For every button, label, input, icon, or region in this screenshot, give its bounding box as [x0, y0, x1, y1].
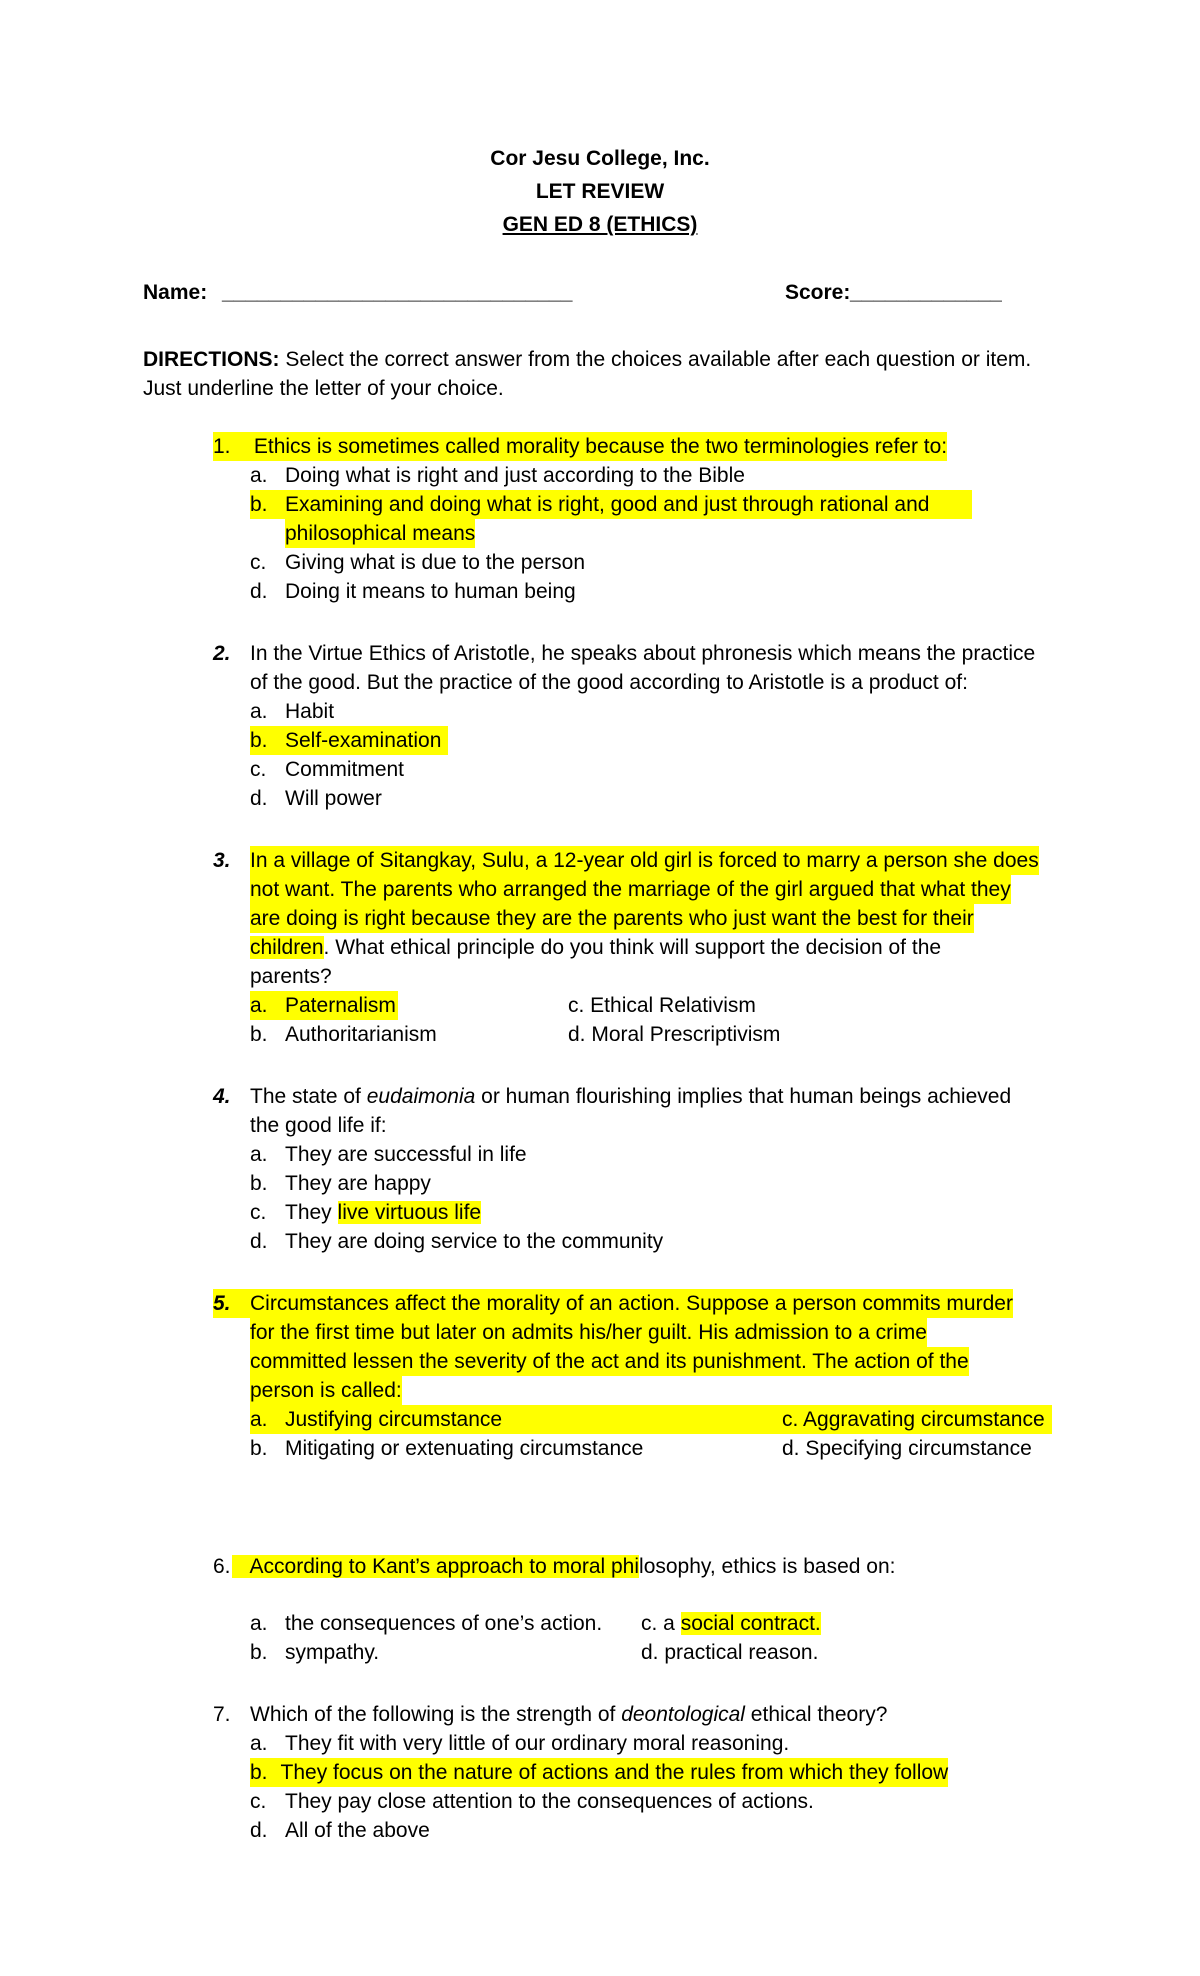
q1-choice-a: Doing what is right and just according to the Bible: [285, 464, 745, 487]
q6-choice-d: d. practical reason.: [641, 1641, 819, 1664]
q3-choice-c: c. Ethical Relativism: [568, 994, 756, 1017]
question-1: 1. Ethics is sometimes called morality because the two terminologies refer to:: [213, 432, 947, 461]
q1-choice-b-line-2: philosophical means: [285, 519, 475, 548]
q1-choice-b-line-1: b. Examining and doing what is right, good and just through rational and: [250, 490, 972, 519]
q7-number: 7.: [213, 1703, 231, 1726]
score-label: Score:: [785, 281, 851, 304]
q2-letter-d: d.: [250, 787, 268, 810]
q2-number: 2.: [213, 642, 231, 665]
q6-choice-a: the consequences of one’s action.: [285, 1612, 603, 1635]
q4-line-2: the good life if:: [250, 1114, 387, 1137]
q3-line-5: parents?: [250, 965, 332, 988]
q3-letter-b: b.: [250, 1023, 268, 1046]
q4-number: 4.: [213, 1085, 231, 1108]
q4-letter-b: b.: [250, 1172, 268, 1195]
q6-choice-b: sympathy.: [285, 1641, 380, 1664]
score-line: _____________: [850, 281, 1002, 304]
q7-choice-a: They fit with very little of our ordinary moral reasoning.: [285, 1732, 790, 1755]
q2-letter-a: a.: [250, 700, 268, 723]
subject-title: GEN ED 8 (ETHICS): [502, 213, 698, 236]
q5-line-1: Circumstances affect the morality of an action. Suppose a person commits murder: [250, 1289, 1013, 1318]
q4-choice-d: They are doing service to the community: [285, 1230, 664, 1253]
q2-choice-d: Will power: [285, 787, 382, 810]
q5-line-4: person is called:: [250, 1376, 402, 1405]
q7-choice-c: They pay close attention to the consequences of actions.: [285, 1790, 814, 1813]
q5-choice-a-and-c: a. Justifying circumstance c. Aggravating circumstance: [250, 1405, 1052, 1434]
institution-title: Cor Jesu College, Inc.: [490, 147, 710, 170]
q2-line-2: of the good. But the practice of the good according to Aristotle is a product of:: [250, 671, 968, 694]
q3-choice-d: d. Moral Prescriptivism: [568, 1023, 781, 1046]
q3-choice-a: a. Paternalism: [250, 991, 398, 1020]
q4-choice-a: They are successful in life: [285, 1143, 527, 1166]
q3-line-2: not want. The parents who arranged the marriage of the girl argued that what they: [250, 875, 1011, 904]
name-label: Name:: [143, 281, 208, 304]
q7-letter-d: d.: [250, 1819, 268, 1842]
q3-line-4: children. What ethical principle do you think will support the decision of the: [250, 936, 942, 959]
q2-line-1: In the Virtue Ethics of Aristotle, he speaks about phronesis which means the practice: [250, 642, 1036, 665]
q6-choice-c: c. a social contract.: [641, 1612, 821, 1635]
q5-choice-d: d. Specifying circumstance: [782, 1437, 1032, 1460]
directions-label: DIRECTIONS:: [143, 348, 280, 371]
review-title: LET REVIEW: [535, 180, 665, 203]
q7-choice-d: All of the above: [285, 1819, 430, 1842]
q1-letter-c: c.: [250, 551, 267, 574]
q4-letter-d: d.: [250, 1230, 268, 1253]
q4-line-1: The state of eudaimonia or human flourishing implies that human beings achieved: [250, 1085, 1012, 1108]
question-number: 1.: [213, 435, 231, 458]
q4-letter-a: a.: [250, 1143, 268, 1166]
q1-choice-d: Doing it means to human being: [285, 580, 576, 603]
q2-choice-b: b. Self-examination: [250, 726, 448, 755]
q3-line-1: In a village of Sitangkay, Sulu, a 12-year old girl is forced to marry a person she does: [250, 846, 1039, 875]
q6-letter-a: a.: [250, 1612, 268, 1635]
q5-choice-b: Mitigating or extenuating circumstance: [285, 1437, 644, 1460]
q7-choice-b: b. They focus on the nature of actions and the rules from which they follow: [250, 1758, 948, 1787]
q7-letter-c: c.: [250, 1790, 267, 1813]
q6-number: 6.: [213, 1555, 231, 1578]
q4-choice-b: They are happy: [285, 1172, 431, 1195]
q7-line-1: Which of the following is the strength of deontological ethical theory?: [250, 1703, 888, 1726]
q6-letter-b: b.: [250, 1641, 268, 1664]
q3-choice-b: Authoritarianism: [285, 1023, 437, 1046]
q4-choice-c: They live virtuous life: [285, 1201, 482, 1224]
q1-choice-c: Giving what is due to the person: [285, 551, 586, 574]
directions-line-1: DIRECTIONS: Select the correct answer from the choices available after each question or item.: [143, 348, 1032, 371]
q2-choice-a: Habit: [285, 700, 335, 723]
q3-line-3: are doing is right because they are the parents who just want the best for their: [250, 904, 974, 933]
q5-letter-b: b.: [250, 1437, 268, 1460]
q7-letter-a: a.: [250, 1732, 268, 1755]
q3-number: 3.: [213, 849, 231, 872]
q1-letter-d: d.: [250, 580, 268, 603]
q5-line-2: for the first time but later on admits his/her guilt. His admission to a crime: [250, 1318, 927, 1347]
name-line: ______________________________: [222, 281, 573, 304]
q2-choice-c: Commitment: [285, 758, 405, 781]
q1-letter-a: a.: [250, 464, 268, 487]
q5-line-3: committed lessen the severity of the act and its punishment. The action of the: [250, 1347, 969, 1376]
q6-line-1: According to Kant’s approach to moral philosophy, ethics is based on:: [232, 1552, 895, 1581]
directions-line-2: Just underline the letter of your choice.: [143, 377, 504, 400]
q5-number: 5.: [213, 1289, 250, 1318]
q2-letter-c: c.: [250, 758, 267, 781]
q4-letter-c: c.: [250, 1201, 267, 1224]
